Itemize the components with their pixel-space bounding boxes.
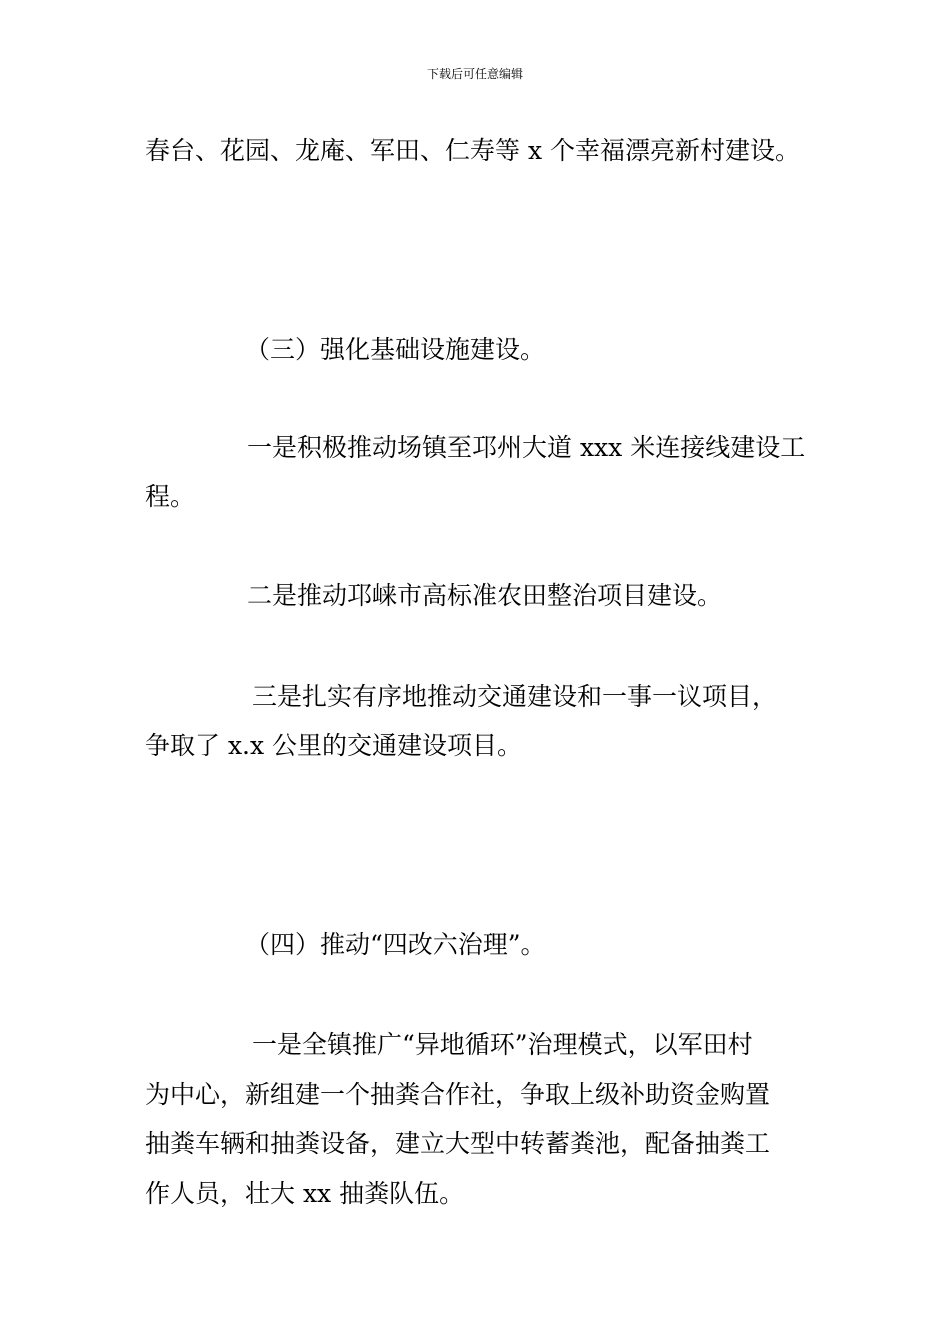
body-line: 争取了 x.x 公里的交通建设项目。 [145,731,523,760]
body-line: 一是积极推动场镇至邛州大道 xxx 米连接线建设工 [247,433,806,462]
body-line: 为中心，新组建一个抽粪合作社，争取上级补助资金购置 [145,1080,771,1109]
section-heading: （四）推动“四改六治理”。 [245,930,546,959]
body-line: 一是全镇推广“异地循环”治理模式，以军田村 [252,1030,753,1059]
body-line: 作人员，壮大 xx 抽粪队伍。 [145,1179,465,1208]
body-line: 三是扎实有序地推动交通建设和一事一议项目， [252,682,778,711]
page-header-note: 下载后可任意编辑 [426,67,523,81]
body-line: 抽粪车辆和抽粪设备，建立大型中转蓄粪池，配备抽粪工 [145,1129,771,1158]
body-line: 二是推动邛崃市高标准农田整治项目建设。 [247,581,723,610]
section-heading: （三）强化基础设施建设。 [245,335,546,364]
body-line: 春台、花园、龙庵、军田、仁寿等 x 个幸福漂亮新村建设。 [145,136,800,165]
body-line: 程。 [145,482,196,511]
